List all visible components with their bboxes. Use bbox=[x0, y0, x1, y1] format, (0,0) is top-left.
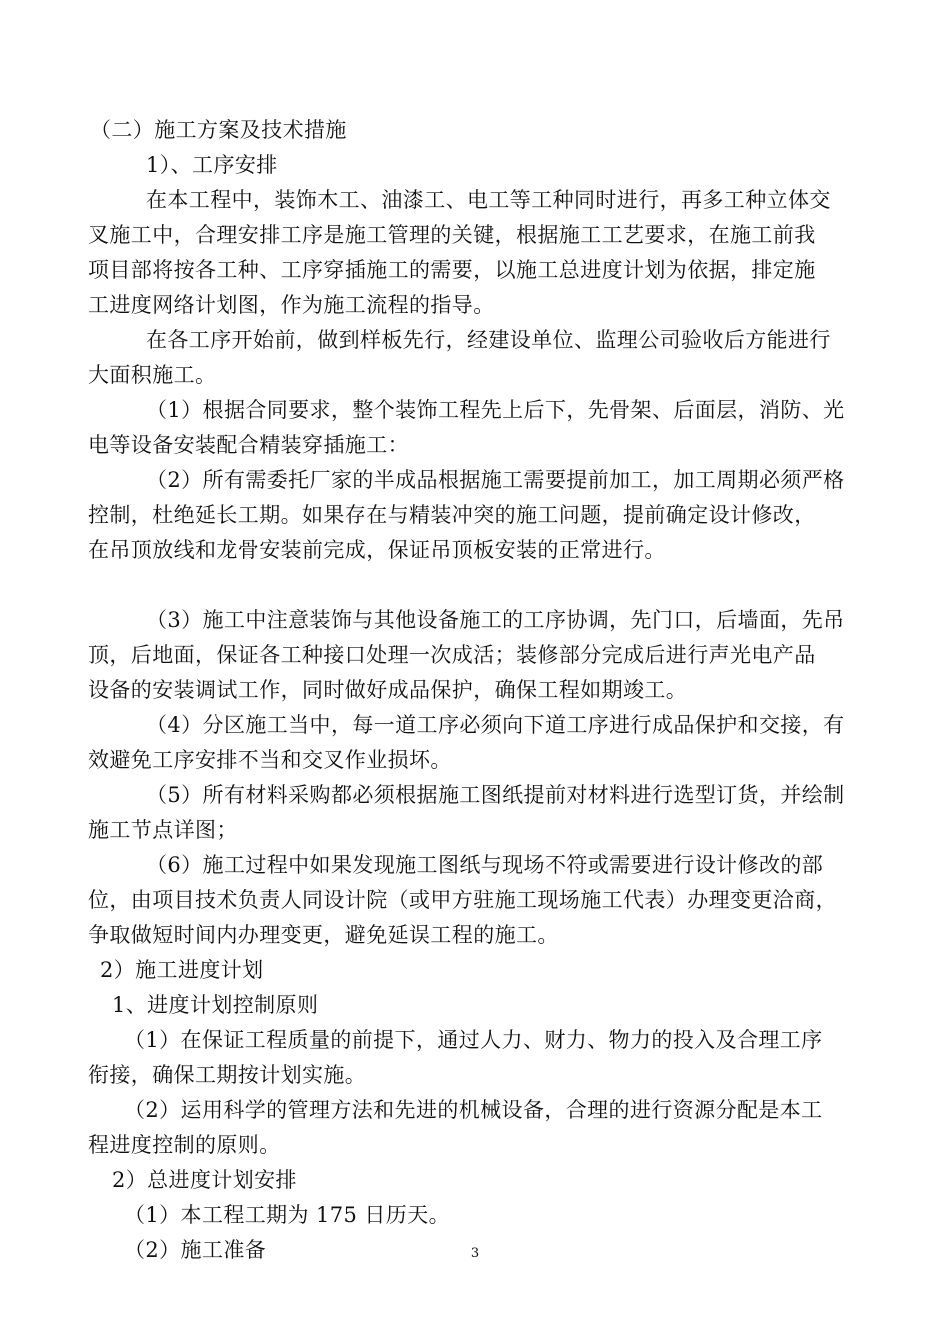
subsection-heading: 1）、工序安排 bbox=[146, 153, 278, 177]
list-item-line: 衔接，确保工期按计划实施。 bbox=[88, 1063, 367, 1087]
list-item-line: （1）本工程工期为 175 日历天。 bbox=[124, 1203, 450, 1227]
subsection-heading: 2）总进度计划安排 bbox=[112, 1168, 297, 1192]
list-item-line: 施工节点详图； bbox=[88, 818, 238, 842]
list-item-line: 程进度控制的原则。 bbox=[88, 1133, 281, 1157]
paragraph-line: 项目部将按各工种、工序穿插施工的需要，以施工总进度计划为依据，排定施 bbox=[88, 258, 816, 282]
paragraph-line: 在本工程中，装饰木工、油漆工、电工等工种同时进行，再多工种立体交 bbox=[146, 188, 831, 212]
list-item-line: 争取做短时间内办理变更，避免延误工程的施工。 bbox=[88, 923, 559, 947]
list-item-line: （2）运用科学的管理方法和先进的机械设备，合理的进行资源分配是本工 bbox=[124, 1098, 823, 1122]
page-number: 3 bbox=[470, 1246, 480, 1261]
subsection-heading: 2）施工进度计划 bbox=[100, 958, 264, 982]
paragraph-line: 在各工序开始前，做到样板先行，经建设单位、监理公司验收后方能进行 bbox=[146, 328, 831, 352]
list-item-line: 位，由项目技术负责人同设计院（或甲方驻施工现场施工代表）办理变更洽商， bbox=[88, 888, 837, 912]
list-item-line: 设备的安装调试工作，同时做好成品保护，确保工程如期竣工。 bbox=[88, 678, 688, 702]
list-item-line: 电等设备安装配合精装穿插施工： bbox=[88, 433, 409, 457]
list-item-line: （5）所有材料采购都必须根据施工图纸提前对材料进行选型订货，并绘制 bbox=[146, 783, 845, 807]
paragraph-line: 工进度网络计划图，作为施工流程的指导。 bbox=[88, 293, 495, 317]
list-item-line: （4）分区施工当中，每一道工序必须向下道工序进行成品保护和交接，有 bbox=[146, 713, 845, 737]
list-item-line: （1）根据合同要求，整个装饰工程先上后下，先骨架、后面层，消防、光 bbox=[146, 398, 845, 422]
list-item-line: 在吊顶放线和龙骨安装前完成，保证吊顶板安装的正常进行。 bbox=[88, 538, 666, 562]
list-item-line: （6）施工过程中如果发现施工图纸与现场不符或需要进行设计修改的部 bbox=[146, 853, 824, 877]
subsection-heading: 1、进度计划控制原则 bbox=[112, 993, 319, 1017]
paragraph-line: 叉施工中，合理安排工序是施工管理的关键，根据施工工艺要求，在施工前我 bbox=[88, 223, 816, 247]
section-heading: （二）施工方案及技术措施 bbox=[90, 118, 347, 142]
list-item-line: （1）在保证工程质量的前提下，通过人力、财力、物力的投入及合理工序 bbox=[124, 1028, 823, 1052]
list-item-line: （2）所有需委托厂家的半成品根据施工需要提前加工，加工周期必须严格 bbox=[146, 468, 845, 492]
paragraph-line: 大面积施工。 bbox=[88, 363, 217, 387]
list-item-line: 控制，杜绝延长工期。如果存在与精装冲突的施工问题，提前确定设计修改， bbox=[88, 503, 816, 527]
list-item-line: （2）施工准备 bbox=[124, 1238, 267, 1262]
list-item-line: 效避免工序安排不当和交叉作业损坏。 bbox=[88, 748, 452, 772]
list-item-line: 顶，后地面，保证各工种接口处理一次成活；装修部分完成后进行声光电产品 bbox=[88, 643, 816, 667]
list-item-line: （3）施工中注意装饰与其他设备施工的工序协调，先门口，后墙面，先吊 bbox=[146, 608, 845, 632]
